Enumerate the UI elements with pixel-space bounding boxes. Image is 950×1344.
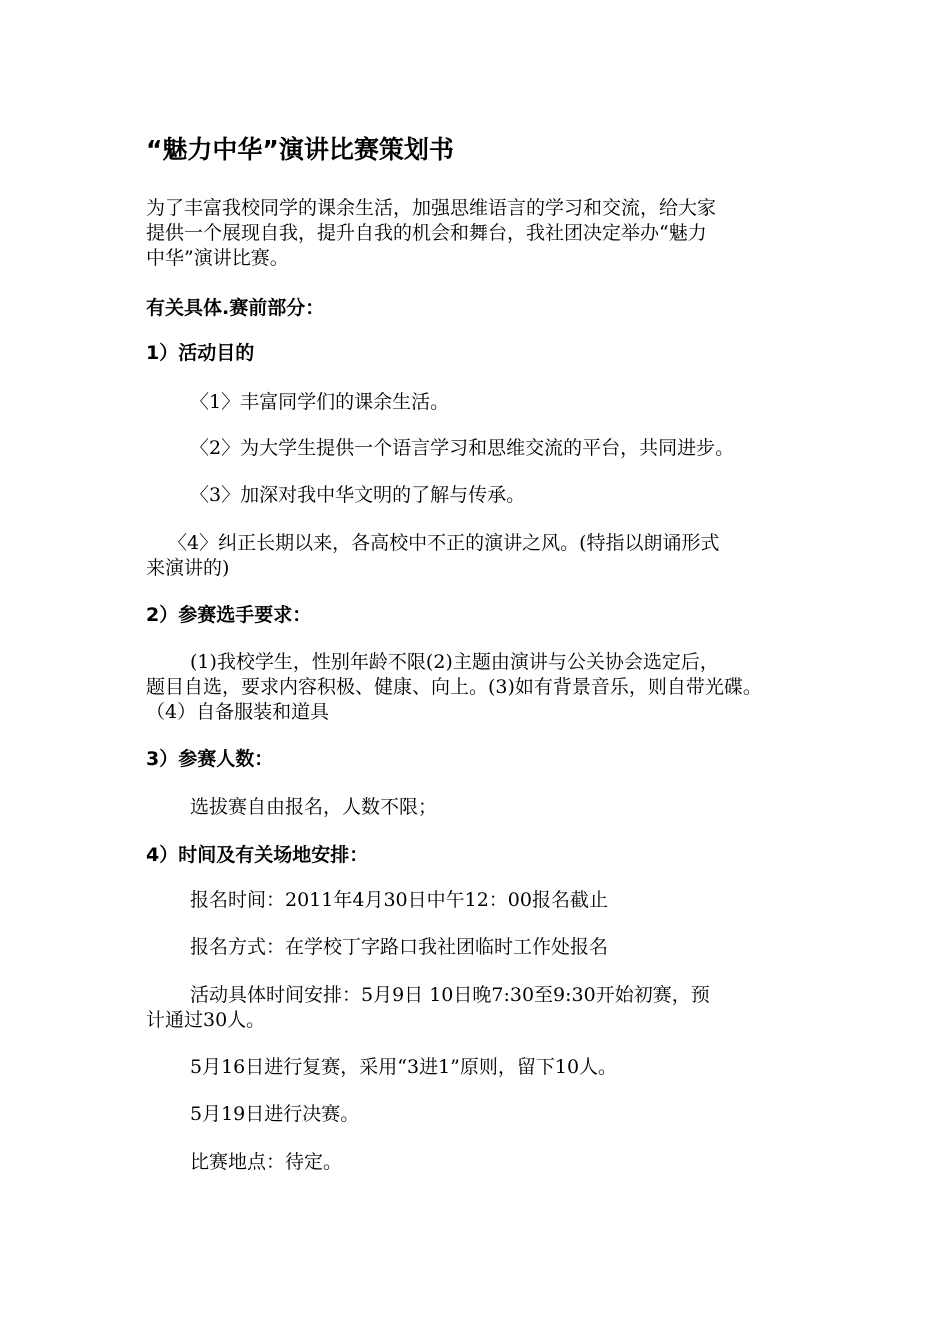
registration-time: 报名时间：2011年4月30日中午12：00报名截止 bbox=[190, 889, 608, 911]
intro-paragraph bbox=[146, 196, 816, 271]
requirements-paragraph bbox=[146, 650, 816, 725]
section-3-heading: 3）参赛人数： bbox=[146, 748, 274, 770]
semifinal-text: 5月16日进行复赛，采用“3进1”原则，留下10人。 bbox=[190, 1056, 618, 1078]
participants-text: 选拔赛自由报名，人数不限； bbox=[190, 796, 438, 818]
purpose-item-2: 〈2〉为大学生提供一个语言学习和思维交流的平台，共同进步。 bbox=[190, 437, 735, 459]
document-title: “魅力中华”演讲比赛策划书 bbox=[146, 135, 454, 164]
intro-line: 中华”演讲比赛。 bbox=[146, 247, 289, 269]
section-4-heading: 4）时间及有关场地安排： bbox=[146, 844, 369, 866]
venue-text: 比赛地点：待定。 bbox=[190, 1151, 343, 1173]
schedule-line: 活动具体时间安排：5月9日 10日晚7:30至9:30开始初赛，预 bbox=[190, 984, 710, 1006]
purpose-item-4 bbox=[146, 531, 816, 581]
purpose-item-4-line: 〈4〉纠正长期以来，各高校中不正的演讲之风。(特指以朗诵形式 bbox=[168, 532, 720, 554]
schedule-line: 计通过30人。 bbox=[146, 1009, 266, 1031]
requirements-line: 题目自选，要求内容积极、健康、向上。(3)如有背景音乐，则自带光碟。 bbox=[146, 676, 762, 698]
purpose-item-4-line: 来演讲的) bbox=[146, 557, 230, 579]
requirements-line: （4）自备服装和道具 bbox=[146, 701, 330, 723]
requirements-line: (1)我校学生，性别年龄不限(2)主题由演讲与公关协会选定后， bbox=[190, 651, 719, 673]
section-2-heading: 2）参赛选手要求： bbox=[146, 604, 312, 626]
purpose-item-1: 〈1〉丰富同学们的课余生活。 bbox=[190, 391, 450, 413]
registration-method: 报名方式：在学校丁字路口我社团临时工作处报名 bbox=[190, 936, 609, 958]
schedule-paragraph bbox=[146, 983, 816, 1033]
purpose-item-3: 〈3〉加深对我中华文明的了解与传承。 bbox=[190, 484, 526, 506]
intro-line: 为了丰富我校同学的课余生活，加强思维语言的学习和交流，给大家 bbox=[146, 197, 717, 219]
section-1-heading: 1）活动目的 bbox=[146, 342, 255, 364]
final-text: 5月19日进行决赛。 bbox=[190, 1103, 360, 1125]
section-pre-heading: 有关具体.赛前部分： bbox=[146, 297, 325, 319]
intro-line: 提供一个展现自我，提升自我的机会和舞台，我社团决定举办“魅力 bbox=[146, 222, 707, 244]
